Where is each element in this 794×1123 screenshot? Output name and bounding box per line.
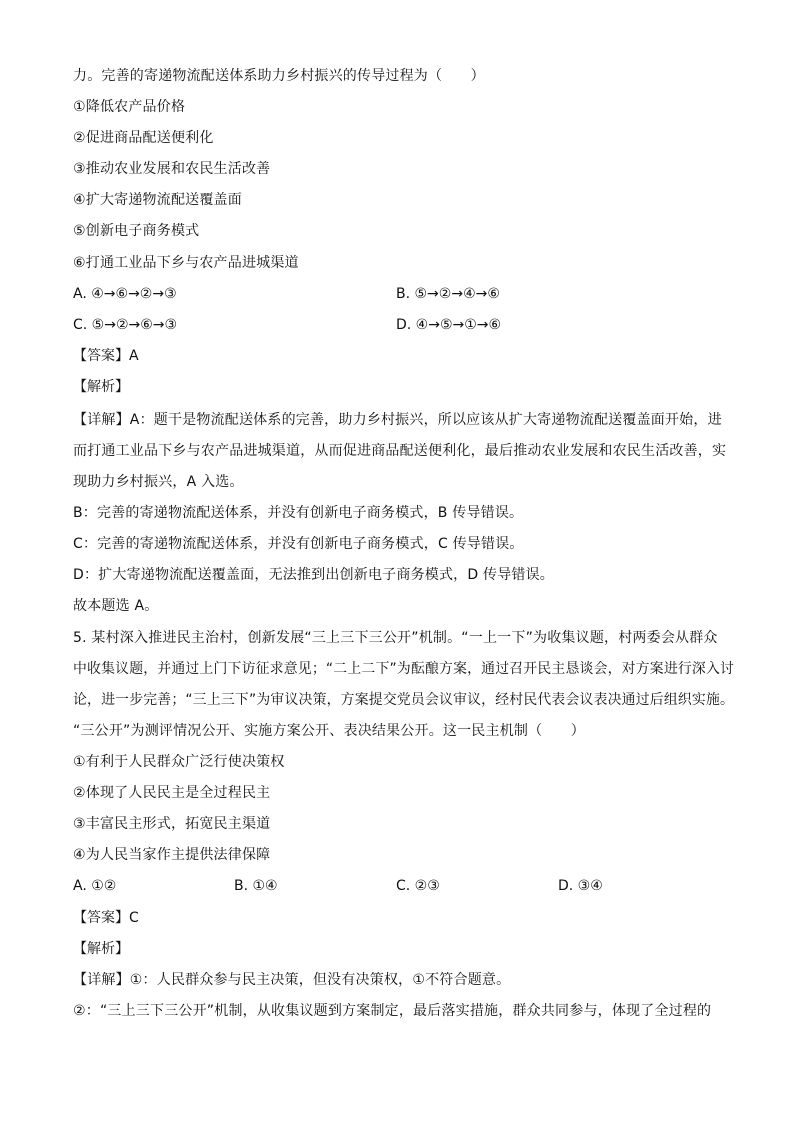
q4-analysis-label: 【解析】 <box>73 379 129 395</box>
q5-stem-line-3: 论，进一步完善；“三上三下”为审议决策，方案提交党员会议审议，经村民代表会议表决通过后组织实施。 <box>73 692 735 708</box>
q5-detail-line-2: ②：“三上三下三公开”机制，从收集议题到方案制定，最后落实措施，群众共同参与，体现了全过程的 <box>73 1003 712 1019</box>
q5-option-b: B. ①④ <box>234 878 278 894</box>
q4-answer: 【答案】A <box>73 348 139 364</box>
q4-detail-line-4: B：完善的寄递物流配送体系，并没有创新电子商务模式，B 传导错误。 <box>73 505 524 521</box>
q4-conclusion: 故本题选 A。 <box>73 598 159 614</box>
q5-stem-line-2: 中收集议题，并通过上门下访征求意见；“二上二下”为酝酿方案，通过召开民主恳谈会，对方案进行深入讨 <box>73 661 735 677</box>
q4-detail-line-2: 而打通工业品下乡与农产品进城渠道，从而促进商品配送便利化，最后推动农业发展和农民生活改善，实 <box>73 443 727 459</box>
q4-item-6: ⑥打通工业品下乡与农产品进城渠道 <box>73 255 299 271</box>
q4-detail-line-5: C：完善的寄递物流配送体系，并没有创新电子商务模式，C 传导错误。 <box>73 536 524 552</box>
q5-stem-line-4: “三公开”为测评情况公开、实施方案公开、表决结果公开。这一民主机制（ ） <box>73 723 585 739</box>
q5-option-c: C. ②③ <box>396 878 440 894</box>
q4-item-5: ⑤创新电子商务模式 <box>73 223 200 239</box>
q4-item-3: ③推动农业发展和农民生活改善 <box>73 161 271 177</box>
q5-option-d: D. ③④ <box>558 878 603 894</box>
q5-stem-line-1: 5. 某村深入推进民主治村，创新发展“三上三下三公开”机制。“一上一下”为收集议题，村两委会从群众 <box>73 630 718 646</box>
q4-option-d: D. ④→⑤→①→⑥ <box>396 317 502 333</box>
q5-item-3: ③丰富民主形式，拓宽民主渠道 <box>73 816 271 832</box>
q4-option-b: B. ⑤→②→④→⑥ <box>396 286 500 302</box>
q5-answer: 【答案】C <box>73 910 139 926</box>
q5-item-2: ②体现了人民民主是全过程民主 <box>73 785 271 801</box>
q4-detail-line-6: D：扩大寄递物流配送覆盖面，无法推到出创新电子商务模式，D 传导错误。 <box>73 567 555 583</box>
q5-analysis-label: 【解析】 <box>73 941 129 957</box>
q4-item-4: ④扩大寄递物流配送覆盖面 <box>73 192 242 208</box>
q5-item-4: ④为人民当家作主提供法律保障 <box>73 847 271 863</box>
q4-option-a: A. ④→⑥→②→③ <box>73 286 177 302</box>
q4-detail-line-1: 【详解】A：题干是物流配送体系的完善，助力乡村振兴，所以应该从扩大寄递物流配送覆盖面开始，进 <box>73 412 722 428</box>
q4-stem-tail: 力。完善的寄递物流配送体系助力乡村振兴的传导过程为（ ） <box>73 68 485 84</box>
q5-detail-line-1: 【详解】①：人民群众参与民主决策，但没有决策权，①不符合题意。 <box>73 972 511 988</box>
q4-item-2: ②促进商品配送便利化 <box>73 130 214 146</box>
q4-item-1: ①降低农产品价格 <box>73 99 186 115</box>
q5-option-a: A. ①② <box>73 878 117 894</box>
q4-option-c: C. ⑤→②→⑥→③ <box>73 317 178 333</box>
q5-item-1: ①有利于人民群众广泛行使决策权 <box>73 754 285 770</box>
q4-detail-line-3: 现助力乡村振兴，A 入选。 <box>73 474 244 490</box>
